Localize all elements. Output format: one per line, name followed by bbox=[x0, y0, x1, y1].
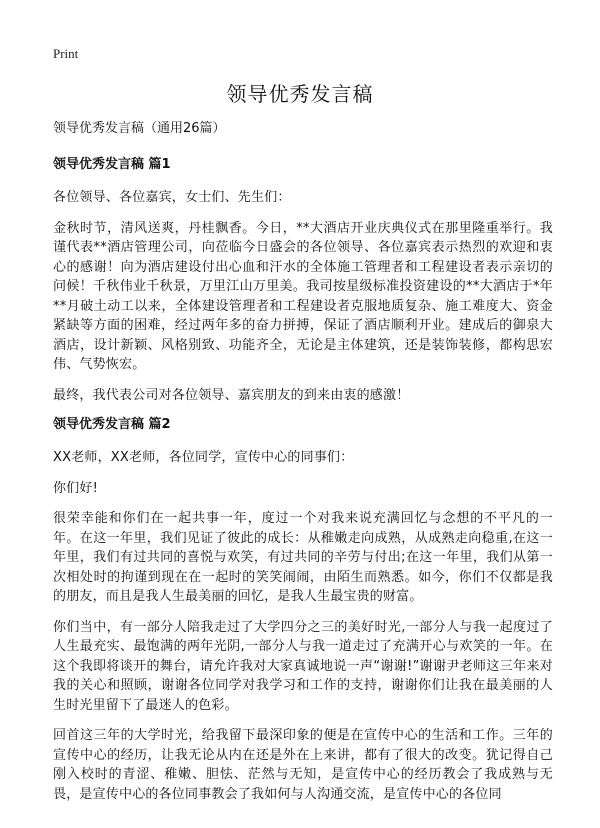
section-heading: 领导优秀发言稿 篇1 bbox=[53, 157, 171, 172]
document-title: 领导优秀发言稿 bbox=[226, 82, 374, 106]
section-2 bbox=[53, 416, 553, 804]
paragraph: 很荣幸能和你们在一起共事一年，度过一个对我来说充满回忆与念想的不平凡的一年。在这一年里，我们见证了彼此的成长：从稚嫩走向成熟，从成熟走向稳重,在这一年里，我们有过共同的喜悦与欢笑，有过共同的辛劳与付出;在这一年里，我们从第一次相处时的拘谨到现在在一起时的笑笑闹闹，由陌生而熟悉。如今，你们不仅都是我的朋友，而且是我人生最美丽的回忆，是我人生最宝贵的财富。 bbox=[53, 511, 553, 604]
section-heading: 领导优秀发言稿 篇2 bbox=[53, 417, 171, 432]
paragraph: XX老师，XX老师，各位同学，宣传中心的同事们： bbox=[53, 450, 354, 465]
paragraph: 金秋时节，清风送爽，丹桂飘香。今日，**大酒店开业庆典仪式在那里隆重举行。我谨代表**酒店管理公司，向莅临今日盛会的各位领导、各位嘉宾表示热烈的欢迎和衷心的感谢！向为酒店建设付出心血和汗水的全体施工管理者和工程建设者表示亲切的问候！千秋伟业千秋景，万里江山万里美。我司按星级标准投资建设的**大酒店于*年**月破土动工以来，全体建设管理者和工程建设者克服地质复杂、施工难度大、资金紧缺等方面的困难，经过两年多的奋力拼搏，保证了酒店顺利开业。建成后的御泉大酒店，设计新颖、风格别致、功能齐全，无论是主体建筑，还是装饰装修，都构思宏伟、气势恢宏。 bbox=[53, 220, 553, 372]
section-1 bbox=[53, 156, 553, 405]
paragraph: 最终，我代表公司对各位领导、嘉宾朋友的到来由衷的感激！ bbox=[53, 387, 410, 403]
document-subtitle: 领导优秀发言稿（通用26篇） bbox=[53, 121, 226, 136]
paragraph: 各位领导、各位嘉宾，女士们、先生们： bbox=[53, 190, 291, 205]
print-label: Print bbox=[53, 46, 79, 61]
document-body bbox=[53, 120, 553, 815]
paragraph: 你们好! bbox=[53, 480, 99, 496]
paragraph: 你们当中，有一部分人陪我走过了大学四分之三的美好时光,一部分人与我一起度过了人生最充实、最饱满的两年光阴,一部分人与我一道走过了充满开心与欢笑的一年。在这个我即将谈开的舞台，请允许我对大家真诚地说一声“谢谢!”谢谢尹老师这三年来对我的关心和照顾，谢谢各位同学对我学习和工作的支持，谢谢你们让我在最美丽的人生时光里留下了最迷人的色彩。 bbox=[53, 619, 553, 713]
paragraph: 回首这三年的大学时光，给我留下最深印象的便是在宣传中心的生活和工作。三年的宣传中心的经历，让我无论从内在还是外在上来讲，都有了很大的改变。犹记得自己刚入校时的青涩、稚嫩、胆怯、茫然与无知，是宣传中心的经历教会了我成熟与无畏，是宣传中心的各位同事教会了我如何与人沟通交流，是宣传中心的各位同 bbox=[53, 728, 553, 802]
